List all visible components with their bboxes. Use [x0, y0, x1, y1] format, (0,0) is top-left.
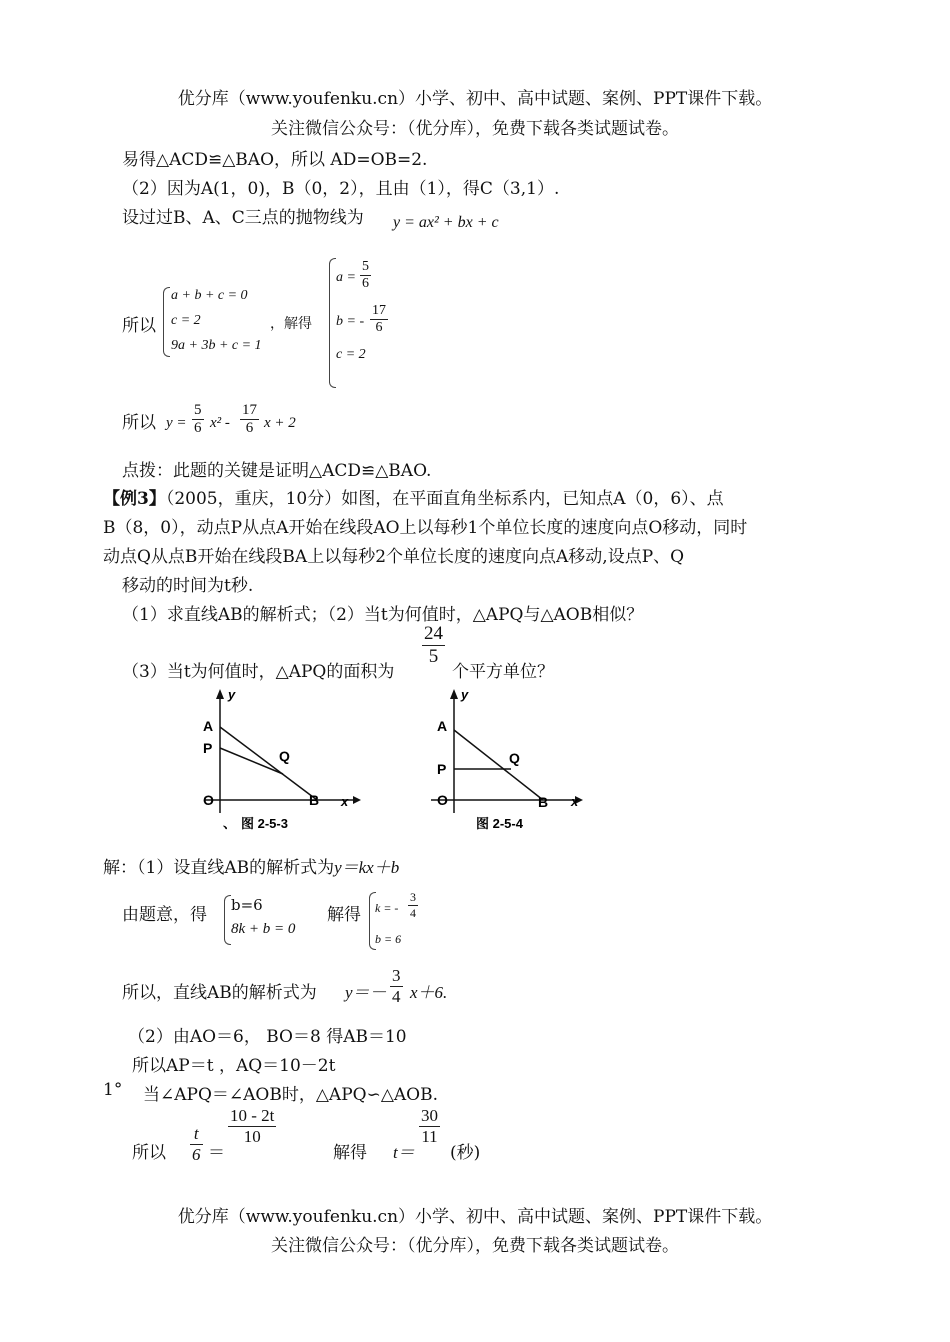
fig1-label-y: y	[228, 687, 236, 702]
example-3-line-2: B（8，0），动点P从点A开始在线段AO上以每秒1个单位长度的速度向点O移动，同时	[103, 518, 748, 538]
area-fraction: 24 5	[424, 623, 443, 667]
fig2-y-arrow	[450, 689, 458, 699]
fig2-caption: 图 2-5-4	[476, 816, 523, 831]
figures-svg	[193, 685, 590, 835]
fig1-label-o: O	[203, 792, 214, 808]
ratio-right: 10 - 2t 10	[230, 1106, 275, 1146]
fig1-y-arrow	[216, 689, 224, 699]
solution-system-brace	[224, 895, 231, 945]
k-label: k = -	[375, 901, 399, 915]
final-frac-2: 17 6	[242, 402, 257, 436]
tip-line: 点拨：此题的关键是证明△ACD≌△BAO.	[122, 461, 432, 481]
fig1-mark: 、	[223, 816, 237, 831]
line-ab-y: y＝－	[345, 983, 387, 1002]
final-mid: x² -	[210, 415, 230, 431]
so-label-2: 所以	[122, 413, 156, 433]
solve-label-2: 解得	[327, 905, 361, 925]
fig1-x-arrow	[353, 796, 361, 804]
fig1-label-b: B	[309, 792, 320, 808]
figure-1	[203, 687, 361, 831]
footer-line-1: 优分库（www.youfenku.cn）小学、初中、高中试题、案例、PPT课件下载。	[177, 1207, 773, 1227]
line-form: y＝kx＋b	[334, 858, 400, 877]
final-frac-1: 5 6	[194, 402, 202, 436]
solution-system-eq-1: b=6	[231, 896, 263, 914]
by-problem-label: 由题意，得	[122, 905, 207, 925]
ratio-equals: ＝	[208, 1143, 225, 1163]
case-1-text: 当∠APQ＝∠AOB时，△APQ∽△AOB.	[143, 1085, 439, 1105]
solve-label-1: ，解得	[270, 316, 312, 332]
system-eq-3: 9a + 3b + c = 1	[171, 338, 262, 353]
fig2-label-b: B	[538, 794, 549, 810]
system-eq-1: a + b + c = 0	[171, 288, 248, 303]
header-line-1: 优分库（www.youfenku.cn）小学、初中、高中试题、案例、PPT课件下载。	[177, 89, 773, 109]
fig2-segment-ab	[454, 730, 543, 800]
questions-1-2: （1）求直线AB的解析式；（2）当t为何值时，△APQ与△AOB相似？	[122, 605, 644, 625]
ratio-left: t 6	[192, 1124, 201, 1164]
so-label-3: 所以	[132, 1143, 166, 1163]
example-3-line-4: 移动的时间为t秒.	[122, 576, 254, 596]
fig1-label-a: A	[203, 718, 214, 734]
system-eq-2: c = 2	[171, 313, 201, 328]
system-brace	[163, 287, 170, 357]
parabola-equation: y = ax² + bx + c	[393, 214, 499, 231]
fig1-label-q: Q	[279, 748, 290, 764]
part-2-line: （2）由AO＝6， BO＝8 得AB＝10	[128, 1027, 407, 1047]
line-ab-fraction: 3 4	[392, 966, 401, 1006]
so-label-1: 所以	[122, 316, 156, 336]
fig2-label-o: O	[437, 792, 448, 808]
ap-aq-line: 所以AP＝t ，AQ＝10－2t	[132, 1056, 336, 1076]
solution-b-fraction: 17 6	[372, 303, 386, 335]
fig1-segment-pq	[220, 748, 283, 774]
fig1-label-x: x	[341, 794, 349, 809]
line-ab-end: x＋6.	[410, 983, 448, 1002]
footer-line-2: 关注微信公众号：（优分库），免费下载各类试题试卷。	[271, 1236, 679, 1256]
question-3-b: 个平方单位？	[452, 662, 554, 682]
case-1-label: 1°	[103, 1080, 123, 1100]
solution-b-label: b = -	[336, 314, 365, 329]
t-answer-fraction: 30 11	[421, 1106, 438, 1146]
solution-brace	[329, 258, 336, 388]
example-label: 【例3】	[103, 489, 166, 509]
points-line: （2）因为A(1，0)，B（0，2），且由（1），得C（3,1）.	[122, 179, 560, 199]
example-3-line-3: 动点Q从点B开始在线段BA上以每秒2个单位长度的速度向点A移动,设点P、Q	[103, 547, 685, 567]
figure-2	[431, 687, 583, 831]
fig2-label-a: A	[437, 718, 448, 734]
b-value: b = 6	[375, 932, 402, 946]
fig1-segment-ab	[220, 727, 317, 800]
fig1-label-p: P	[203, 740, 213, 756]
final-y: y =	[166, 415, 187, 431]
solution-a-label: a =	[336, 270, 356, 285]
example-3-line-1: 【例3】（2005，重庆，10分）如图，在平面直角坐标系内，已知点A（0，6）、点	[103, 489, 724, 509]
fig2-label-p: P	[437, 761, 447, 777]
figures-panel	[193, 685, 590, 835]
final-end: x + 2	[264, 415, 296, 431]
solution-line-1: 解：（1）设直线AB的解析式为y＝kx＋b	[103, 858, 400, 878]
fig1-caption: 图 2-5-3	[241, 816, 288, 831]
congruence-line: 易得△ACD≌△BAO，所以 AD=OB=2.	[122, 150, 428, 170]
parabola-intro: 设过过B、A、C三点的抛物线为	[122, 208, 364, 228]
fig2-label-q: Q	[509, 750, 520, 766]
solution-system-eq-2: 8k + b = 0	[231, 921, 296, 937]
fig2-label-y: y	[461, 687, 469, 702]
solution-c: c = 2	[336, 347, 366, 362]
solve-label-3: 解得	[333, 1143, 367, 1163]
t-unit: (秒)	[450, 1143, 481, 1163]
fig2-label-x: x	[571, 794, 579, 809]
solution-a-fraction: 5 6	[362, 259, 369, 291]
t-equals: t＝	[393, 1143, 415, 1162]
k-fraction: 3 4	[410, 890, 416, 920]
question-3-a: （3）当t为何值时，△APQ的面积为	[122, 662, 395, 682]
header-line-2: 关注微信公众号：（优分库），免费下载各类试题试卷。	[271, 119, 679, 139]
line-ab-prefix: 所以，直线AB的解析式为	[122, 983, 317, 1003]
